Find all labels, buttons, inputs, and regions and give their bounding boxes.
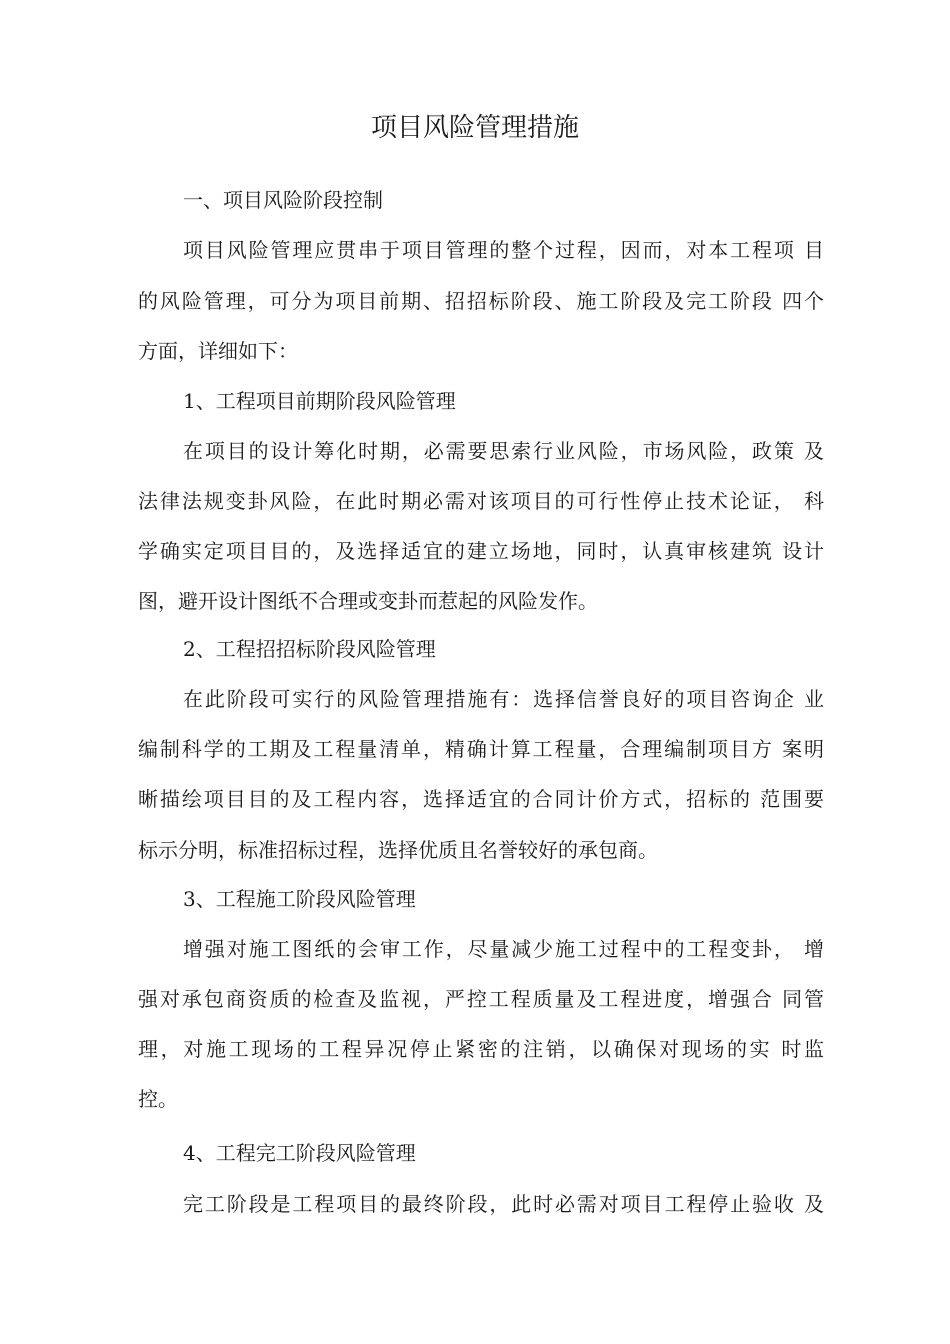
paragraph-line: 增强对施工图纸的会审工作，尽量减少施工过程中的工程变卦， 增 <box>183 937 824 961</box>
paragraph-line: 的风险管理，可分为项目前期、招招标阶段、施工阶段及完工阶段 四个 <box>138 289 824 313</box>
paragraph-line: 完工阶段是工程项目的最终阶段，此时必需对项目工程停止验收 及 <box>183 1192 824 1216</box>
paragraph-line: 项目风险管理应贯串于项目管理的整个过程，因而，对本工程项 目 <box>183 238 824 262</box>
paragraph-line: 标示分明，标准招标过程，选择优质且名誉较好的承包商。 <box>138 838 658 862</box>
paragraph-line: 在项目的设计筹化时期，必需要思索行业风险，市场风险，政策 及 <box>183 439 824 463</box>
paragraph-line: 法律法规变卦风险，在此时期必需对该项目的可行性停止技术论证， 科 <box>138 489 824 513</box>
paragraph-line: 控。 <box>138 1087 178 1111</box>
subsection-heading: 4、工程完工阶段风险管理 <box>183 1141 416 1165</box>
paragraph-line: 学确实定项目目的，及选择适宜的建立场地，同时，认真审核建筑 设计 <box>138 539 824 563</box>
paragraph-line: 强对承包商资质的检查及监视，严控工程质量及工程进度，增强合 同管 <box>138 987 824 1011</box>
paragraph-line: 编制科学的工期及工程量清单，精确计算工程量，合理编制项目方 案明 <box>138 737 824 761</box>
paragraph-line: 晰描绘项目目的及工程内容，选择适宜的合同计价方式，招标的 范围要 <box>138 787 824 811</box>
document-title: 项目风险管理措施 <box>370 113 579 143</box>
subsection-heading: 3、工程施工阶段风险管理 <box>183 887 416 911</box>
paragraph-line: 理，对施工现场的工程异况停止紧密的注销，以确保对现场的实 时监 <box>138 1037 824 1061</box>
paragraph-line: 方面，详细如下： <box>138 339 298 363</box>
paragraph-line: 在此阶段可实行的风险管理措施有：选择信誉良好的项目咨询企 业 <box>183 687 824 711</box>
section-heading: 一、项目风险阶段控制 <box>183 188 383 212</box>
subsection-heading: 2、工程招招标阶段风险管理 <box>183 637 436 661</box>
subsection-heading: 1、工程项目前期阶段风险管理 <box>183 389 456 413</box>
paragraph-line: 图，避开设计图纸不合理或变卦而惹起的风险发作。 <box>138 589 598 613</box>
